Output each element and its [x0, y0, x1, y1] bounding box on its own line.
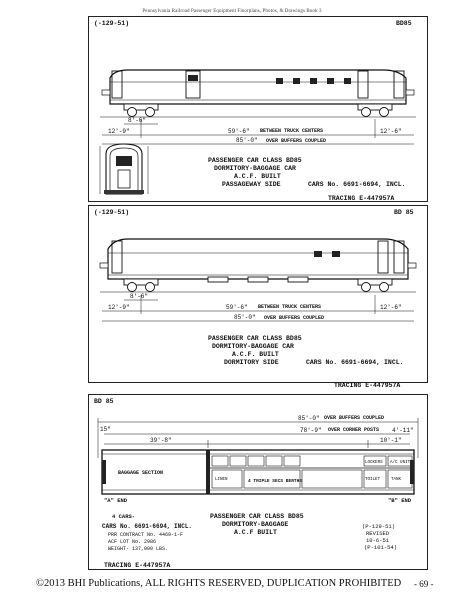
page-number: - 69 - — [414, 579, 434, 589]
drawing-floor-plan — [88, 394, 428, 570]
d2-dim-center: 59'-6" — [226, 304, 248, 311]
drawing-1-svg — [88, 16, 428, 202]
d2-caption-type: DORMITORY-BAGGAGE CAR — [212, 343, 294, 350]
d3-weight: WEIGHT- 137,000 LBS. — [108, 546, 169, 552]
d3-tracing: TRACING E-447957A — [104, 562, 171, 569]
d3-dim-overall: 85'-0" — [298, 415, 320, 422]
d1-dim-small: 8'-6" — [128, 117, 147, 124]
d2-car-elevation — [100, 239, 416, 292]
d1-end-view — [100, 144, 148, 194]
d2-caption-builder: A.C.F. BUILT — [232, 351, 279, 358]
d1-dim-center: 59'-6" — [228, 128, 250, 135]
d3-dim-baggage: 39'-8" — [150, 437, 172, 444]
d3-dim-r2: 10'-1" — [380, 437, 402, 444]
copyright-notice: ©2013 BHI Publications, ALL RIGHTS RESERVED, DUPLICATION PROHIBITED — [36, 578, 402, 589]
d3-contract: PRR CONTRACT No. 4469-1-F — [108, 532, 184, 538]
d1-caption-class: PASSENGER CAR CLASS BD85 — [208, 157, 302, 164]
d2-cars: CARS No. 6691-6694, INCL. — [306, 359, 404, 366]
d3-dim-corner: 78'-9" — [300, 427, 322, 434]
d1-dim-right: 12'-6" — [380, 128, 402, 135]
drawing-3-svg — [88, 394, 428, 570]
d3-cars-count: 4 CARS- — [112, 513, 136, 520]
d2-dim-right: 12'-6" — [380, 304, 402, 311]
d3-dim-overall-label: OVER BUFFERS COUPLED — [324, 415, 385, 421]
d2-caption-side: DORMITORY SIDE — [224, 359, 279, 366]
d2-tracing: TRACING E-447957A — [334, 382, 401, 389]
d3-room-ac: A/C UNIT — [390, 461, 411, 465]
drawing-2-svg — [88, 205, 428, 383]
d1-dim-left: 12'-9" — [108, 128, 130, 135]
d1-caption-builder: A.C.F. BUILT — [234, 173, 281, 180]
d3-room-baggage: BAGGAGE SECTION — [118, 470, 164, 476]
d1-tracing: TRACING E-447957A — [328, 195, 395, 202]
d3-room-lockers: LOCKERS — [365, 461, 383, 465]
d3-dim-left-end: 15" — [100, 426, 111, 433]
d2-caption-class: PASSENGER CAR CLASS BD85 — [208, 335, 302, 342]
d3-caption-builder: A.C.F BUILT — [234, 529, 277, 536]
d3-rev-code-2: (P-101-54) — [364, 544, 398, 551]
d1-car-elevation — [100, 70, 416, 117]
d1-dim-overall: 85'-0" — [236, 137, 258, 144]
d3-room-triple: 4 TRIPLE SECS BERTHS — [248, 479, 303, 484]
d3-acf-lot: ACF LOT No. 2986 — [108, 539, 157, 545]
d1-dim-overall-label: OVER BUFFERS COUPLED — [266, 138, 327, 144]
d1-dim-center-label: BETWEEN TRUCK CENTERS — [260, 128, 324, 134]
d3-room-tank: TANK — [391, 478, 402, 482]
d3-rev-date: 10-6-51 — [366, 537, 390, 544]
d2-dim-overall: 85'-0" — [234, 314, 256, 321]
d1-dimension-lines — [102, 119, 414, 144]
d3-caption-type: DORMITORY-BAGGAGE — [222, 521, 289, 528]
d3-top-left-code: BD 85 — [94, 398, 114, 405]
d1-top-left-code: (-129-51) — [94, 20, 130, 27]
d3-room-linen: LINEN — [215, 478, 228, 482]
d2-dim-overall-label: OVER BUFFERS COUPLED — [264, 315, 325, 321]
d3-dim-r1: 4'-11" — [392, 427, 414, 434]
d1-caption-side: PASSAGEWAY SIDE — [222, 181, 281, 188]
d3-end-a: "A" END — [104, 497, 128, 504]
d3-dim-corner-label: OVER CORNER POSTS — [328, 427, 380, 433]
d2-dim-center-label: BETWEEN TRUCK CENTERS — [258, 304, 322, 310]
d3-rev-label: REVISED — [366, 530, 390, 537]
d3-end-b: "B" END — [388, 497, 412, 504]
d2-dim-left: 12'-9" — [108, 304, 130, 311]
d3-room-toilet: TOILET — [365, 478, 381, 482]
d1-cars: CARS No. 6691-6694, INCL. — [308, 181, 406, 188]
drawing-dormitory-side — [88, 205, 428, 383]
running-header: Pennsylvania Railroad Passenger Equipment Floorplans, Photos, & Drawings Book 3 — [142, 9, 322, 14]
d2-top-left-code: (-129-51) — [94, 209, 130, 216]
d2-top-right-code: BD 85 — [394, 209, 414, 216]
d3-rev-code: (P-129-51) — [362, 523, 396, 530]
d1-top-right-code: BD85 — [396, 20, 412, 27]
d1-caption-type: DORMITORY-BAGGAGE CAR — [214, 165, 296, 172]
d3-cars: CARS No. 6691-6694, INCL. — [102, 523, 193, 530]
footer — [0, 578, 464, 592]
d3-caption-class: PASSENGER CAR CLASS BD85 — [210, 513, 304, 520]
drawing-passageway-side — [88, 16, 428, 202]
d2-dim-small: 8'-6" — [130, 293, 149, 300]
